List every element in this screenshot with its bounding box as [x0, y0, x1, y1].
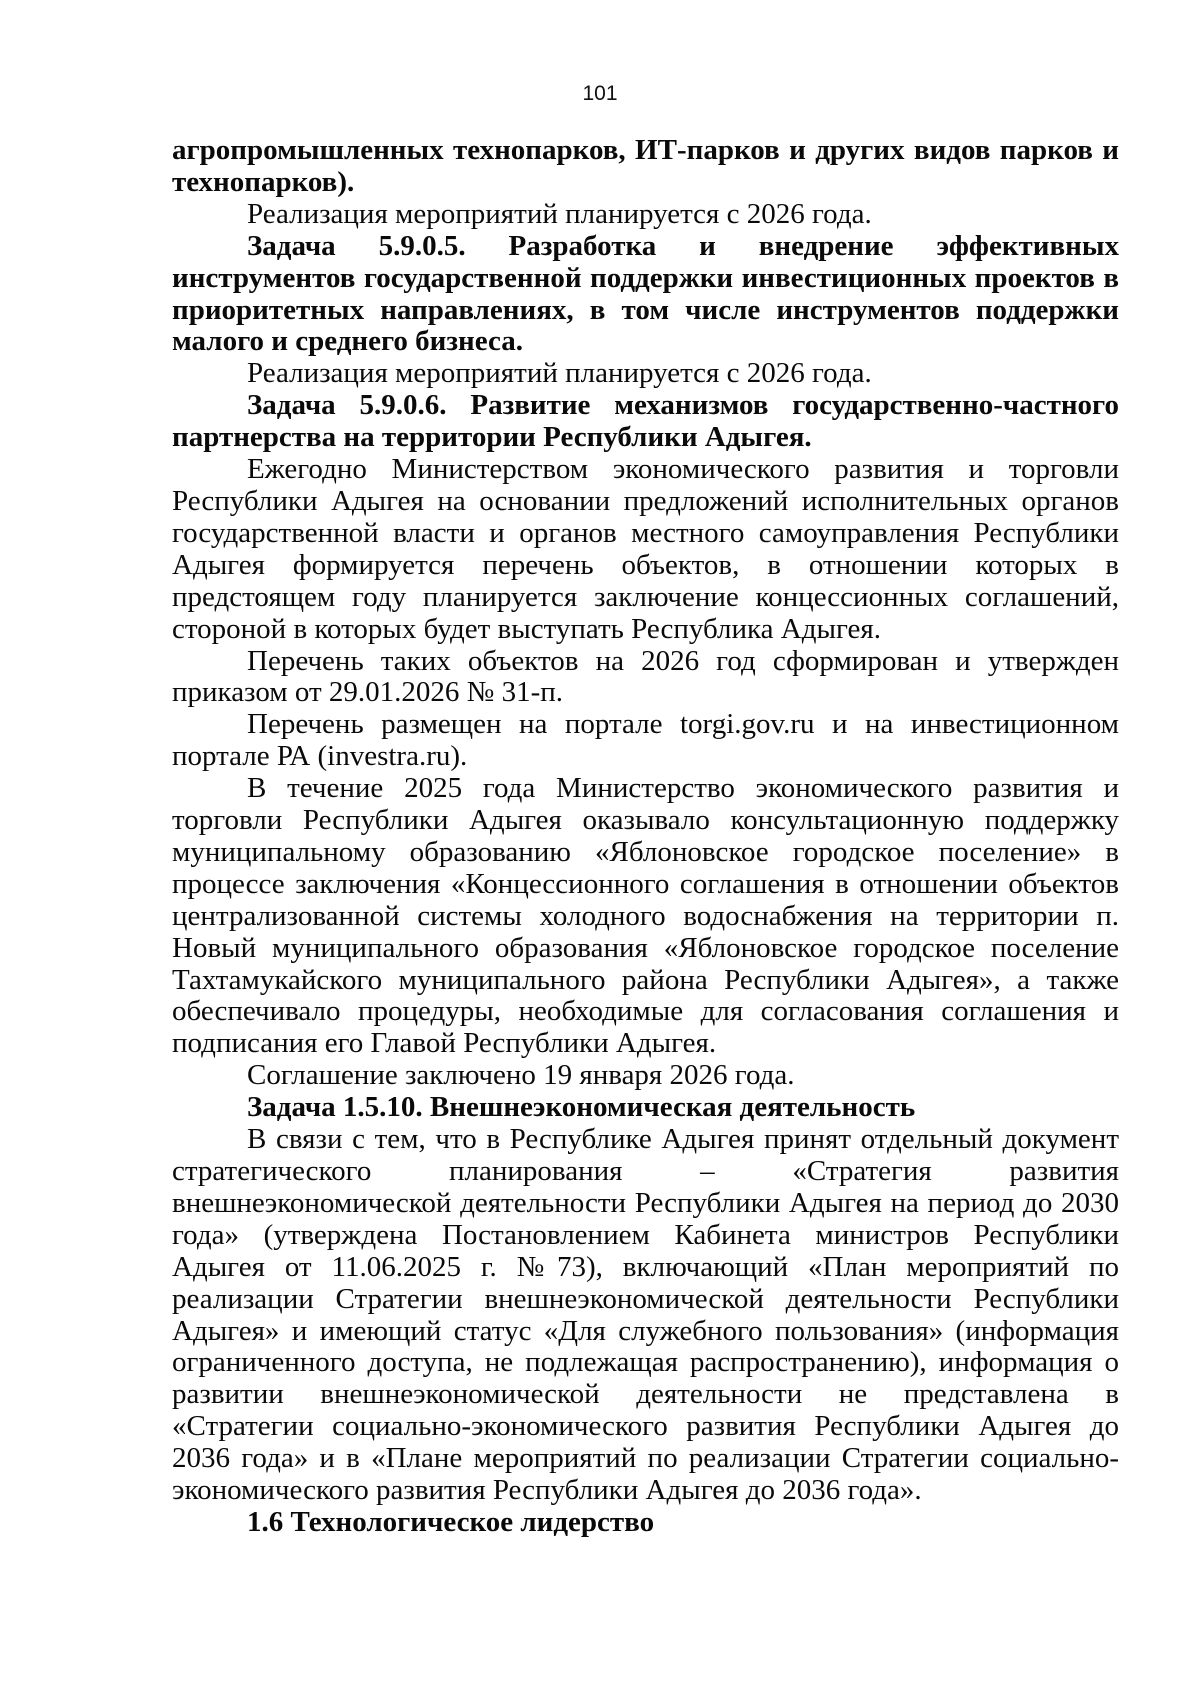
paragraph: Перечень таких объектов на 2026 год сформирован и утвержден приказом от 29.01.2026 № 31-п.	[172, 644, 1119, 709]
paragraph: В течение 2025 года Министерство экономического развития и торговли Республики Адыгея оказывало консультационную поддержку муниципальному образованию «Яблоновское городское поселение» в процессе заключения «Концессионного соглашения в отношении объектов централизованной системы холодного водоснабжения на территории п. Новый муниципального образования «Яблоновское городское поселение Тахтамукайского муниципального района Республики Адыгея», а также обеспечивало процедуры, необходимые для согласования соглашения и подписания его Главой Республики Адыгея.	[172, 772, 1119, 1060]
paragraph: Соглашение заключено 19 января 2026 года.	[247, 1059, 795, 1092]
paragraph: Реализация мероприятий планируется с 2026 года.	[247, 357, 872, 390]
paragraph-continuation-heading: агропромышленных технопарков, ИТ-парков и других видов парков и технопарков).	[172, 134, 1119, 198]
section-heading-1-6: 1.6 Технологическое лидерство	[247, 1505, 655, 1538]
page-number: 101	[582, 82, 618, 105]
document-body	[172, 135, 1119, 1539]
paragraph: В связи с тем, что в Республике Адыгея принят отдельный документ стратегического планирования – «Стратегия развития внешнеэкономической деятельности Республики Адыгея на период до 2030 года» (утверждена Постановлением Кабинета министров Республики Адыгея от 11.06.2025 г. №73), включающий «План мероприятий по реализации Стратегии внешнеэкономической деятельности Республики Адыгея» и имеющий статус «Для служебного пользования» (информация ограниченного доступа, не подлежащая распространению), информация о развитии внешнеэкономической деятельности не представлена в «Стратегии социально-экономического развития Республики Адыгея до 2036 года» и в «Плане мероприятий по реализации Стратегии социально-экономического развития Республики Адыгея до 2036 года».	[172, 1123, 1119, 1507]
task-heading-1-5-10: Задача 1.5.10. Внешнеэкономическая деятельность	[247, 1091, 916, 1124]
paragraph: Реализация мероприятий планируется с 2026 года.	[247, 197, 872, 230]
task-heading-5-9-0-5: Задача 5.9.0.5. Разработка и внедрение эффективных инструментов государственной поддержки инвестиционных проектов в приоритетных направлениях, в том числе инструментов поддержки малого и среднего бизнеса.	[172, 229, 1119, 358]
paragraph: Ежегодно Министерством экономического развития и торговли Республики Адыгея на основании предложений исполнительных органов государственной власти и органов местного самоуправления Республики Адыгея формируется перечень объектов, в отношении которых в предстоящем году планируется заключение концессионных соглашений, стороной в которых будет выступать Республика Адыгея.	[172, 453, 1119, 645]
task-heading-5-9-0-6: Задача 5.9.0.6. Развитие механизмов государственно-частного партнерства на территории Республики Адыгея.	[172, 389, 1119, 454]
paragraph: Перечень размещен на портале torgi.gov.ru и на инвестиционном портале РА (investra.ru).	[172, 708, 1119, 773]
